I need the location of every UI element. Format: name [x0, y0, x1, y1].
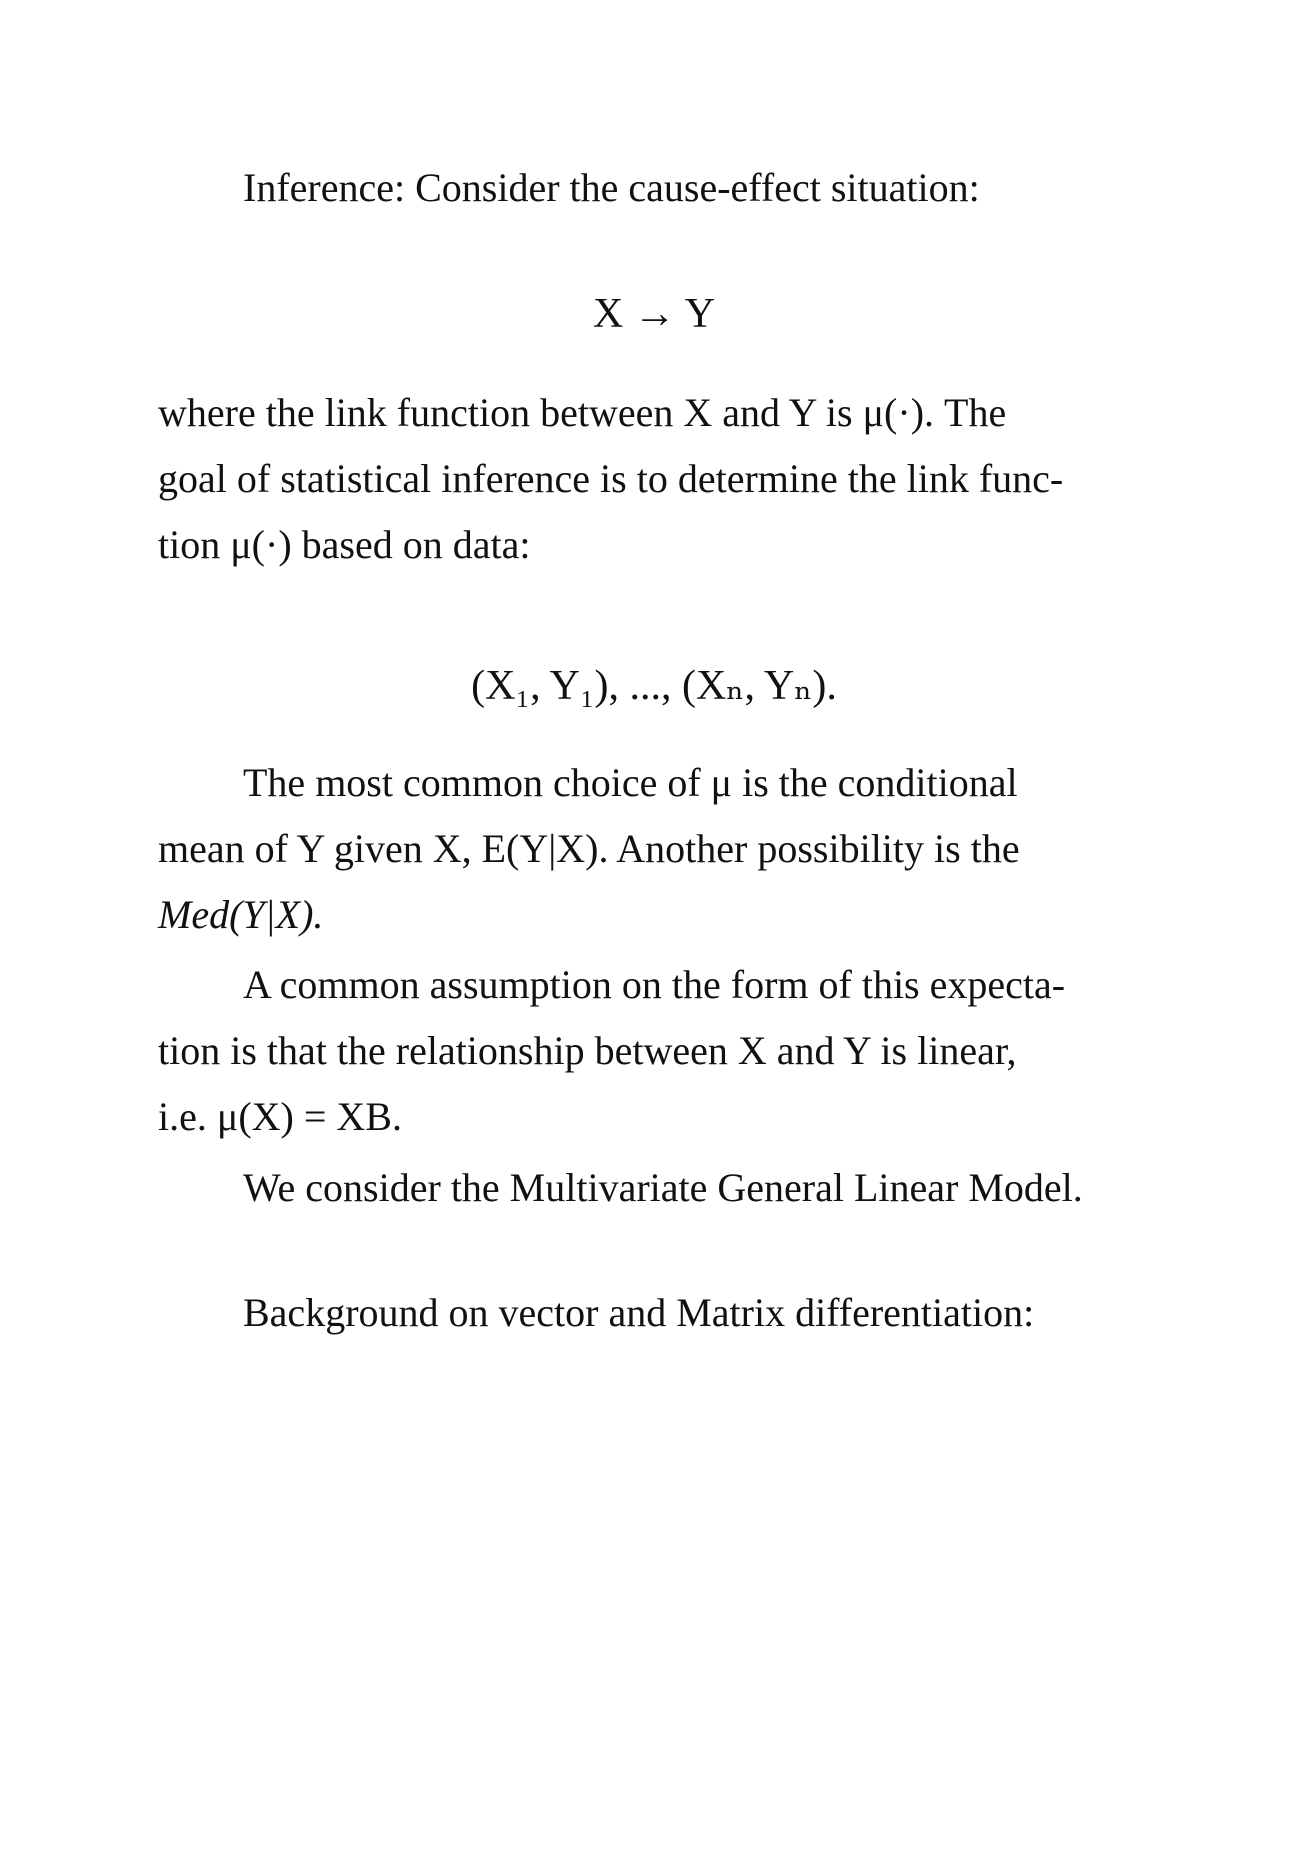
paragraph-2-line-2: mean of Y given X, E(Y|X). Another possibility is the — [158, 826, 1020, 871]
paragraph-1-line-2: goal of statistical inference is to determine the link func- — [158, 456, 1064, 501]
paragraph-multivariate-model: We consider the Multivariate General Linear Model. — [243, 1165, 1083, 1210]
equation-data-pairs: (X₁, Y₁), ..., (Xₙ, Yₙ). — [471, 663, 837, 709]
paragraph-1-line-1: where the link function between X and Y is μ(·). The — [158, 390, 1007, 435]
paragraph-3-line-1: A common assumption on the form of this expecta- — [243, 962, 1066, 1007]
paragraph-3-line-2: tion is that the relationship between X and Y is linear, — [158, 1028, 1017, 1073]
paragraph-linear-assumption — [158, 952, 1188, 1150]
equation-cause-effect: X → Y — [592, 291, 716, 337]
paragraph-3-line-3: i.e. μ(X) = XB. — [158, 1094, 402, 1139]
heading-line: Inference: Consider the cause-effect situation: — [243, 165, 980, 210]
paragraph-background-heading: Background on vector and Matrix differentiation: — [243, 1290, 1035, 1335]
paragraph-1-line-3: tion μ(·) based on data: — [158, 522, 531, 567]
paragraph-conditional-mean — [158, 750, 1188, 948]
paragraph-link-function — [158, 380, 1188, 578]
paragraph-2-line-3: Med(Y|X). — [158, 892, 324, 937]
paragraph-2-line-1: The most common choice of μ is the conditional — [243, 760, 1018, 805]
